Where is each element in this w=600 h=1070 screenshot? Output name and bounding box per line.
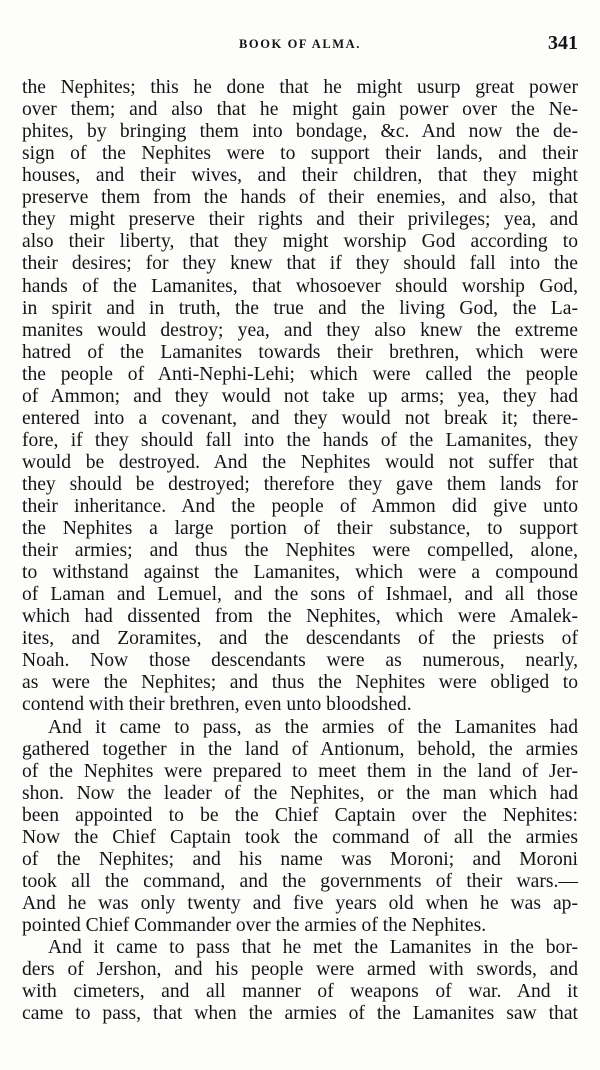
text-line: of Ammon; and they would not take up arms; yea, they had: [22, 385, 578, 407]
text-line: to withstand against the Lamanites, which were a compound: [22, 562, 578, 584]
text-line: entered into a covenant, and they would not break it; there-: [22, 407, 578, 429]
text-line: in spirit and in truth, the true and the living God, the La-: [22, 297, 578, 319]
text-line: Noah. Now those descendants were as numerous, nearly,: [22, 650, 578, 672]
text-line: fore, if they should fall into the hands of the Lamanites, they: [22, 429, 578, 451]
text-line: would be destroyed. And the Nephites would not suffer that: [22, 451, 578, 473]
text-line: houses, and their wives, and their children, that they might: [22, 165, 578, 187]
text-line: ders of Jershon, and his people were armed with swords, and: [22, 959, 578, 980]
text-line: over them; and also that he might gain power over the Ne-: [22, 99, 578, 120]
text-line: their armies; and thus the Nephites were compelled, alone,: [22, 540, 578, 561]
text-line: of the Nephites; and his name was Moroni; and Moroni: [22, 848, 578, 870]
text-line: the people of Anti-Nephi-Lehi; which were called the people: [22, 363, 578, 385]
text-line: hatred of the Lamanites towards their brethren, which were: [22, 341, 578, 363]
text-line: preserve them from the hands of their enemies, and also, that: [22, 187, 578, 209]
text-line: shon. Now the leader of the Nephites, or the man which had: [22, 782, 578, 804]
text-line: And he was only twenty and five years old when he was ap-: [22, 892, 578, 914]
page-number: 341: [548, 32, 578, 54]
text-line: of Laman and Lemuel, and the sons of Ishmael, and all those: [22, 584, 578, 606]
text-line: And it came to pass, as the armies of the Lamanites had: [48, 716, 578, 738]
text-line: contend with their brethren, even unto bloodshed.: [22, 694, 412, 716]
text-line: their desires; for they knew that if they should fall into the: [22, 253, 578, 275]
text-line: they should be destroyed; therefore they gave them lands for: [22, 473, 578, 495]
text-line: And it came to pass that he met the Lamanites in the bor-: [48, 937, 578, 958]
running-head: BOOK OF ALMA.: [238, 37, 362, 51]
text-line: pointed Chief Commander over the armies of the Nephites.: [22, 914, 487, 936]
text-line: Now the Chief Captain took the command of all the armies: [22, 826, 578, 848]
text-line: ites, and Zoramites, and the descendants of the priests of: [22, 628, 578, 650]
text-line: as were the Nephites; and thus the Nephites were obliged to: [22, 672, 578, 694]
text-line: sign of the Nephites were to support their lands, and their: [22, 143, 578, 165]
page-header: [22, 32, 578, 56]
text-line: with cimeters, and all manner of weapons of war. And it: [22, 981, 578, 1003]
text-line: of the Nephites were prepared to meet them in the land of Jer-: [22, 760, 578, 782]
text-line: also their liberty, that they might worship God according to: [22, 231, 578, 253]
text-line: gathered together in the land of Antionum, behold, the armies: [22, 738, 578, 760]
text-line: took all the command, and the governments of their wars.—: [22, 870, 578, 892]
text-line: their inheritance. And the people of Ammon did give unto: [22, 495, 578, 517]
text-line: came to pass, that when the armies of the Lamanites saw that: [22, 1003, 578, 1025]
text-line: they might preserve their rights and their privileges; yea, and: [22, 209, 578, 231]
text-line: which had dissented from the Nephites, which were Amalek-: [22, 606, 578, 628]
text-line: been appointed to be the Chief Captain over the Nephites:: [22, 804, 578, 826]
text-line: manites would destroy; yea, and they also knew the extreme: [22, 319, 578, 341]
text-line: hands of the Lamanites, that whosoever should worship God,: [22, 275, 578, 297]
text-line: phites, by bringing them into bondage, &c. And now the de-: [22, 121, 578, 143]
text-line: the Nephites a large portion of their substance, to support: [22, 518, 578, 539]
text-line: the Nephites; this he done that he might usurp great power: [22, 77, 578, 98]
